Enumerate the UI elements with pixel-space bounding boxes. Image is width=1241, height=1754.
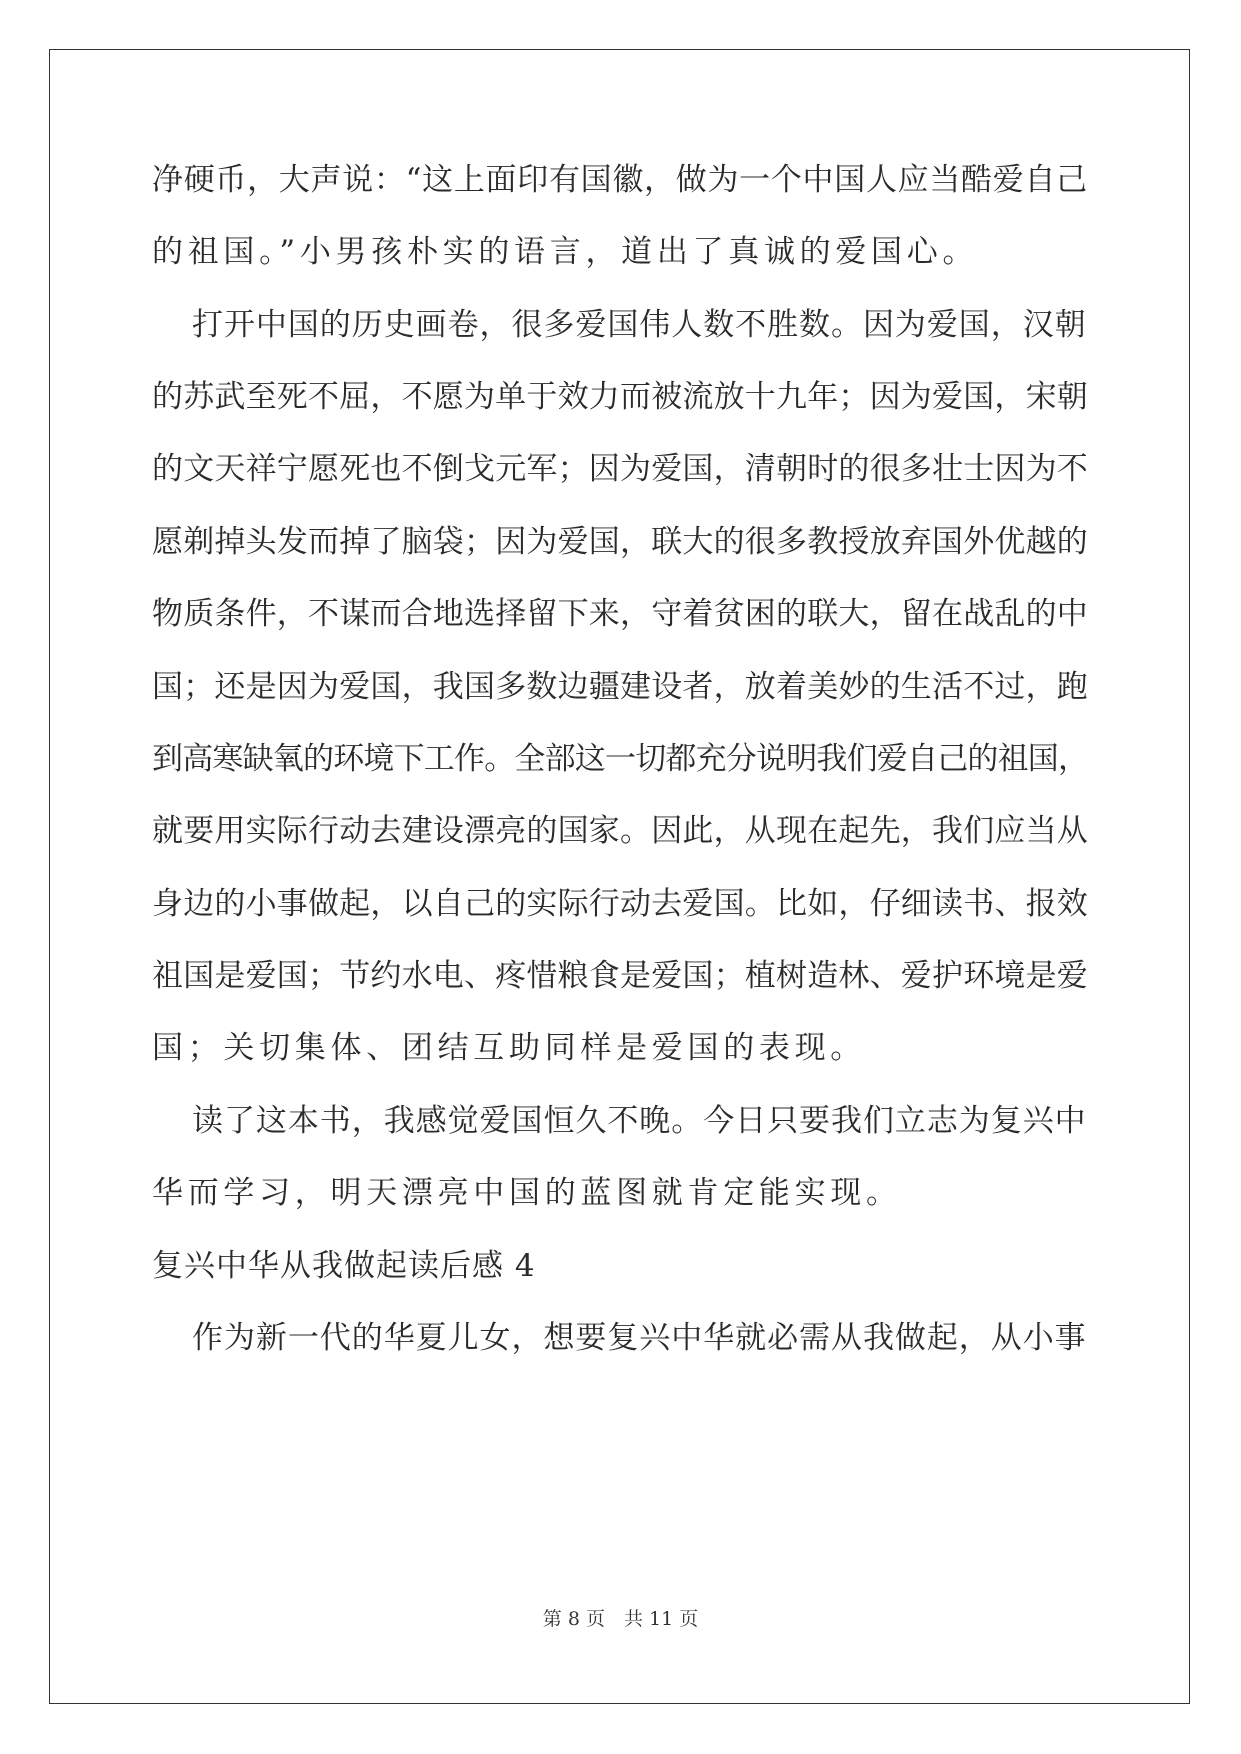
text-line: 就要用实际行动去建设漂亮的国家。因此，从现在起先，我们应当从 — [152, 813, 1088, 849]
paragraph-start-line: 作为新一代的华夏儿女，想要复兴中华就必需从我做起，从小事 — [192, 1320, 1087, 1356]
text-line: 华而学习，明天漂亮中国的蓝图就肯定能实现。 — [152, 1175, 902, 1211]
text-line: 净硬币，大声说：“这上面印有国徽，做为一个中国人应当酷爱自己 — [152, 162, 1088, 198]
text-line: 的文天祥宁愿死也不倒戈元军；因为爱国，清朝时的很多壮士因为不 — [152, 451, 1088, 487]
text-line: 祖国是爱国；节约水电、疼惜粮食是爱国；植树造林、爱护环境是爱 — [152, 958, 1088, 994]
text-line: 国；关切集体、团结互助同样是爱国的表现。 — [152, 1030, 866, 1066]
text-line: 的祖国。”小男孩朴实的语言，道出了真诚的爱国心。 — [152, 234, 979, 270]
text-line: 国；还是因为爱国，我国多数边疆建设者，放着美妙的生活不过，跑 — [152, 669, 1088, 705]
text-line: 物质条件，不谋而合地选择留下来，守着贫困的联大，留在战乱的中 — [152, 596, 1088, 632]
page-number-footer: 第 8 页 共 11 页 — [542, 1608, 699, 1630]
text-line: 的苏武至死不屈，不愿为单于效力而被流放十九年；因为爱国，宋朝 — [152, 379, 1088, 415]
text-line: 愿剃掉头发而掉了脑袋；因为爱国，联大的很多教授放弃国外优越的 — [152, 524, 1088, 560]
paragraph-start-line: 读了这本书，我感觉爱国恒久不晚。今日只要我们立志为复兴中 — [192, 1103, 1087, 1139]
paragraph-start-line: 打开中国的历史画卷，很多爱国伟人数不胜数。因为爱国，汉朝 — [192, 307, 1087, 343]
text-line: 身边的小事做起，以自己的实际行动去爱国。比如，仔细读书、报效 — [152, 886, 1088, 922]
text-line: 到高寒缺氧的环境下工作。全部这一切都充分说明我们爱自己的祖国， — [152, 741, 1089, 777]
section-heading: 复兴中华从我做起读后感 4 — [152, 1248, 536, 1284]
page-border — [49, 49, 1190, 1704]
